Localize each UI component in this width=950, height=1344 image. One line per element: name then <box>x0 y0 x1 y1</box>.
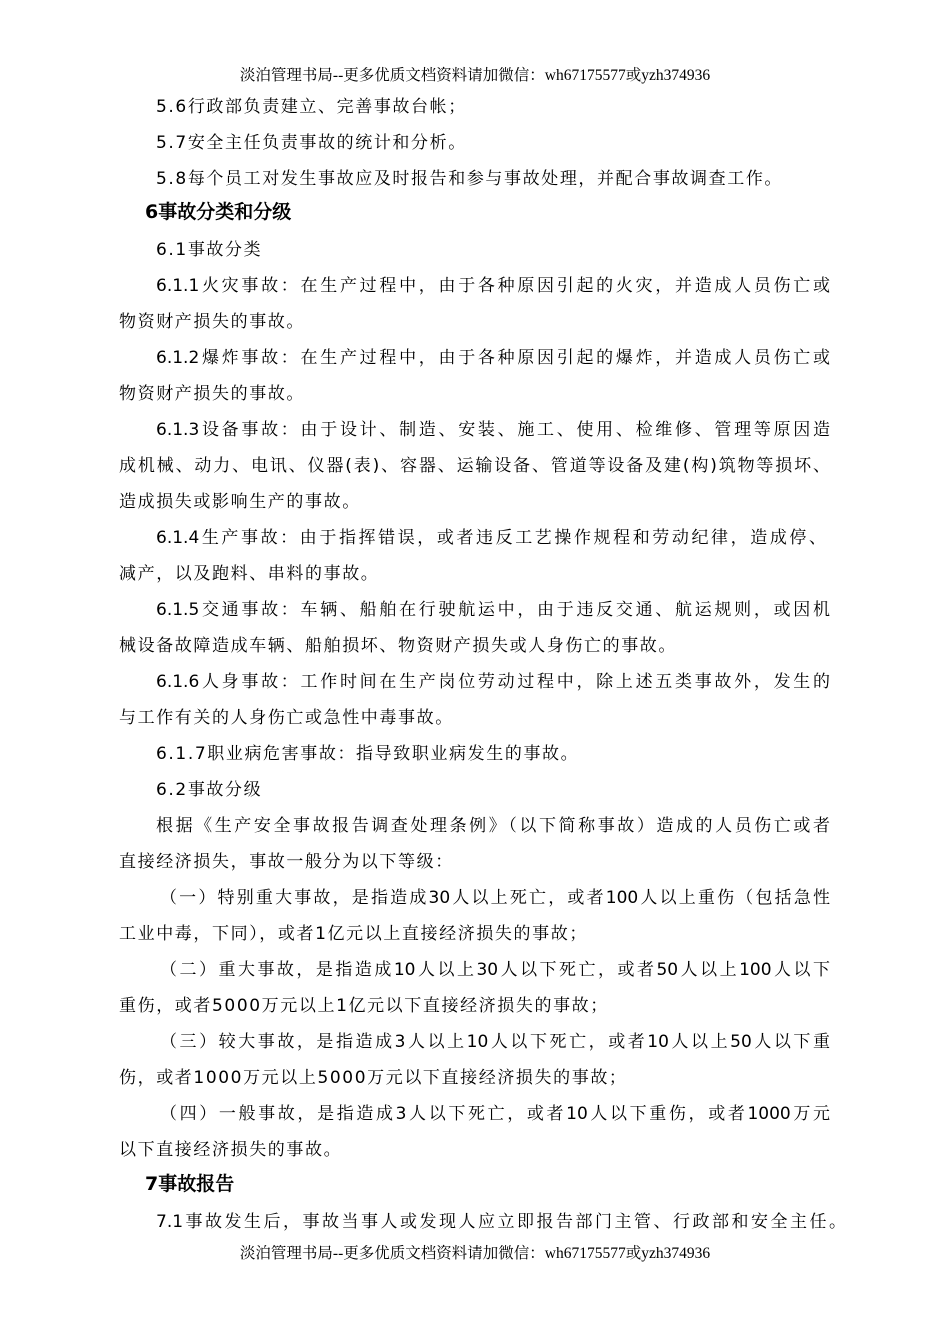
subsection-6-2: 6.2事故分级 <box>156 780 263 800</box>
clause-6-1-3-line1: 6.1.3设备事故：由于设计、制造、安装、施工、使用、检维修、管理等原因造 <box>156 420 830 440</box>
clause-5-8: 5.8每个员工对发生事故应及时报告和参与事故处理，并配合事故调查工作。 <box>156 169 784 189</box>
grade-1-line1: （一）特别重大事故，是指造成30人以上死亡，或者100人以上重伤（包括急性 <box>160 888 830 908</box>
section-heading-7: 7事故报告 <box>145 1173 235 1195</box>
clause-5-6: 5.6行政部负责建立、完善事故台帐； <box>156 97 467 117</box>
grade-4-line1: （四）一般事故，是指造成3人以下死亡，或者10人以下重伤，或者1000万元 <box>160 1104 830 1124</box>
page-footer: 淡泊管理书局--更多优质文档资料请加微信：wh67175577或yzh374936 <box>239 1245 711 1262</box>
clause-6-1-2-line1: 6.1.2爆炸事故：在生产过程中，由于各种原因引起的爆炸，并造成人员伤亡或 <box>156 348 830 368</box>
clause-6-1-7: 6.1.7职业病危害事故：指导致职业病发生的事故。 <box>156 744 580 764</box>
clause-6-1-1-line2: 物资财产损失的事故。 <box>119 312 305 332</box>
grade-2-line1: （二）重大事故，是指造成10人以上30人以下死亡，或者50人以上100人以下 <box>160 960 830 980</box>
clause-7-1: 7.1事故发生后，事故当事人或发现人应立即报告部门主管、行政部和安全主任。 <box>156 1212 846 1232</box>
clause-6-1-5-line2: 械设备故障造成车辆、船舶损坏、物资财产损失或人身伤亡的事故。 <box>119 636 677 656</box>
clause-6-1-1-line1: 6.1.1火灾事故：在生产过程中，由于各种原因引起的火灾，并造成人员伤亡或 <box>156 276 830 296</box>
clause-5-7: 5.7安全主任负责事故的统计和分析。 <box>156 133 467 153</box>
clause-6-1-3-line3: 造成损失或影响生产的事故。 <box>119 492 361 512</box>
page-header: 淡泊管理书局--更多优质文档资料请加微信：wh67175577或yzh374936 <box>239 67 711 84</box>
grade-1-line2: 工业中毒，下同），或者1亿元以上直接经济损失的事故； <box>119 924 588 944</box>
clause-6-1-4-line2: 减产，以及跑料、串料的事故。 <box>119 564 380 584</box>
grade-3-line2: 伤，或者1000万元以上5000万元以下直接经济损失的事故； <box>119 1068 628 1088</box>
grading-intro-line1: 根据《生产安全事故报告调查处理条例》（以下简称事故）造成的人员伤亡或者 <box>156 816 830 836</box>
grade-2-line2: 重伤，或者5000万元以上1亿元以下直接经济损失的事故； <box>119 996 609 1016</box>
section-heading-6: 6事故分类和分级 <box>145 201 292 223</box>
clause-6-1-6-line1: 6.1.6人身事故：工作时间在生产岗位劳动过程中，除上述五类事故外，发生的 <box>156 672 830 692</box>
grade-4-line2: 以下直接经济损失的事故。 <box>119 1140 343 1160</box>
clause-6-1-5-line1: 6.1.5交通事故：车辆、船舶在行驶航运中，由于违反交通、航运规则，或因机 <box>156 600 830 620</box>
clause-6-1-4-line1: 6.1.4生产事故：由于指挥错误，或者违反工艺操作规程和劳动纪律，造成停、 <box>156 528 826 548</box>
grading-intro-line2: 直接经济损失，事故一般分为以下等级： <box>119 852 454 872</box>
subsection-6-1: 6.1事故分类 <box>156 240 263 260</box>
clause-6-1-6-line2: 与工作有关的人身伤亡或急性中毒事故。 <box>119 708 454 728</box>
grade-3-line1: （三）较大事故，是指造成3人以上10人以下死亡，或者10人以上50人以下重 <box>160 1032 830 1052</box>
clause-6-1-2-line2: 物资财产损失的事故。 <box>119 384 305 404</box>
clause-6-1-3-line2: 成机械、动力、电讯、仪器(表)、容器、运输设备、管道等设备及建(构)筑物等损坏、 <box>119 456 830 476</box>
